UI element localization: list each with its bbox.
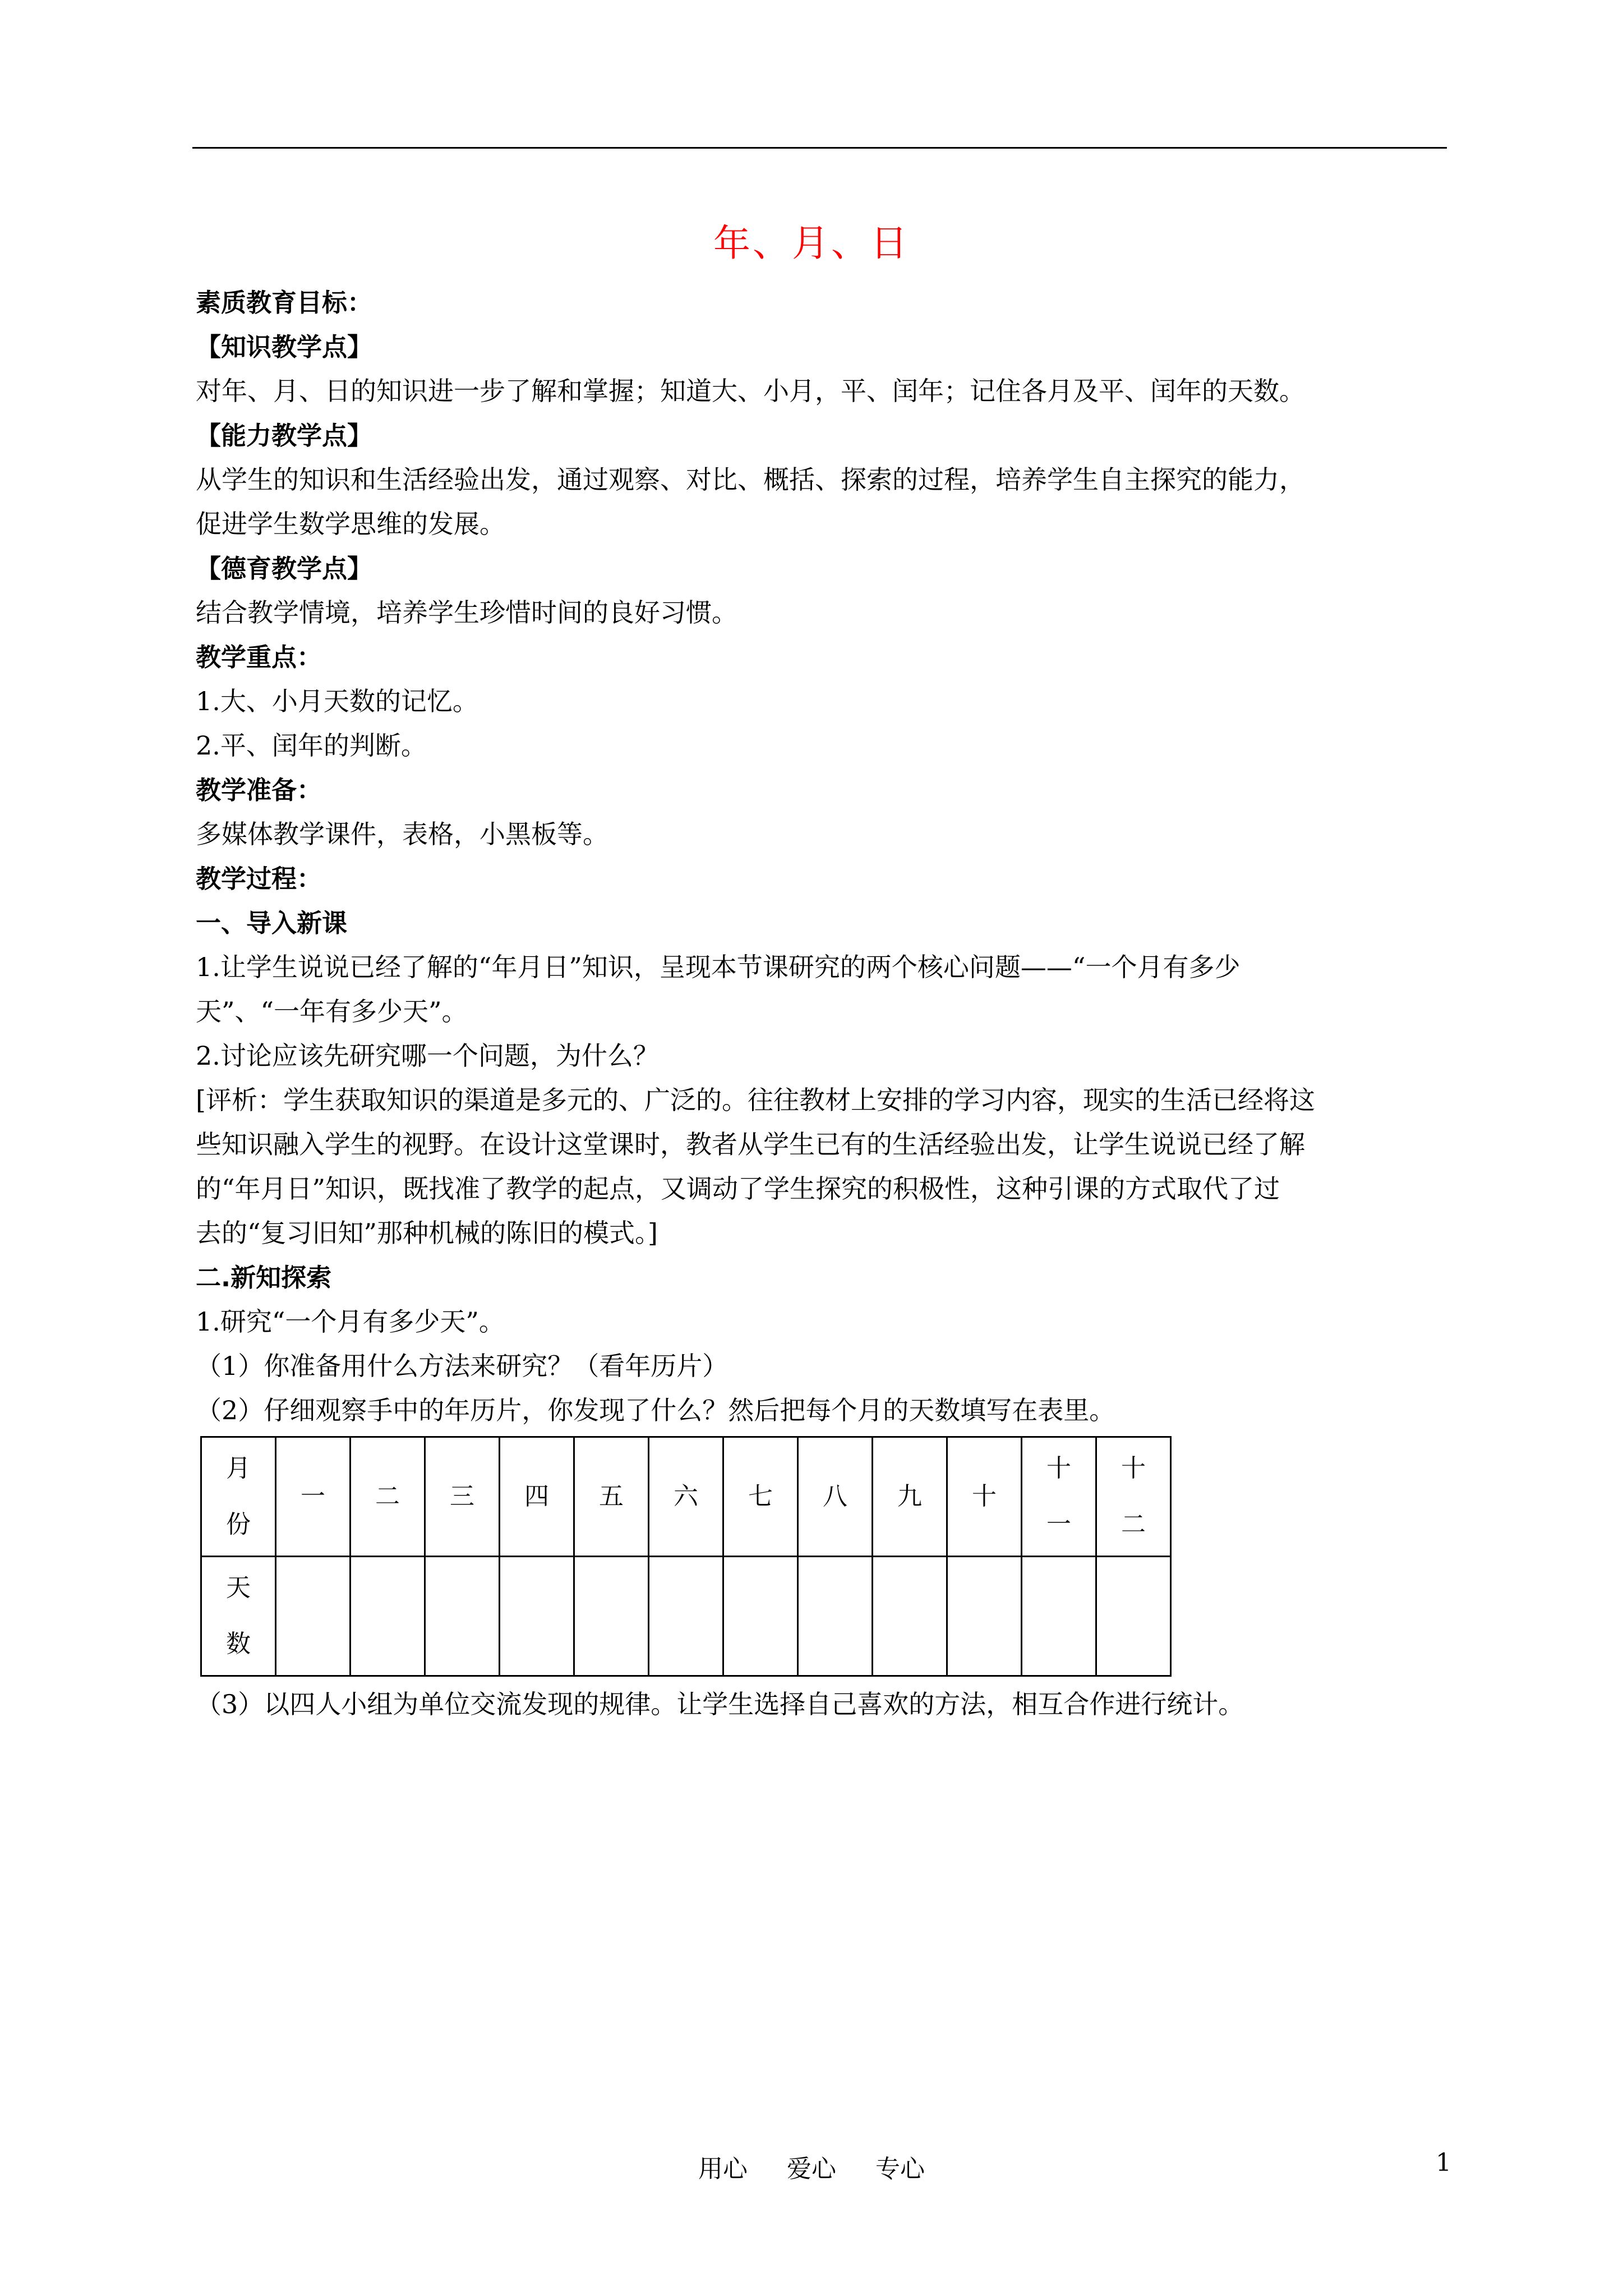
part2-question: （1）你准备用什么方法来研究？（看年历片） — [196, 1351, 728, 1381]
page-number: 1 — [1436, 2148, 1451, 2177]
month-cell: 三 — [425, 1437, 500, 1557]
footer-text: 用心 — [698, 2155, 748, 2183]
comment-line: 去的“复习旧知”那种机械的陈旧的模式。] — [196, 1218, 658, 1248]
comment-line: 的“年月日”知识，既找准了教学的起点，又调动了学生探究的积极性，这种引课的方式取代了过 — [196, 1174, 1280, 1204]
days-input-cell[interactable] — [351, 1557, 425, 1676]
knowledge-heading: 【知识教学点】 — [196, 332, 373, 362]
page-footer — [0, 2148, 1623, 2184]
days-input-cell[interactable] — [947, 1557, 1022, 1676]
month-cell: 十 二 — [1096, 1437, 1171, 1557]
table-row-months — [201, 1437, 1171, 1557]
footer-text: 爱心 — [787, 2155, 836, 2183]
part2-heading: 二.新知探索 — [196, 1263, 332, 1292]
process-heading: 教学过程： — [196, 864, 322, 894]
table-row-header-days — [201, 1557, 276, 1676]
table-row-header-text: 份 — [226, 1510, 251, 1539]
table-row-header-month — [201, 1437, 276, 1557]
part1-item-line: 天”、“一年有多少天”。 — [196, 996, 468, 1027]
focus-heading: 教学重点： — [196, 642, 322, 672]
table-row-header-text: 天 — [226, 1573, 251, 1602]
month-days-table — [200, 1436, 1172, 1677]
month-cell: 二 — [351, 1437, 425, 1557]
page-title: 年、月、日 — [713, 222, 910, 265]
part1-heading: 一、导入新课 — [196, 908, 348, 938]
days-input-cell[interactable] — [723, 1557, 798, 1676]
month-cell: 八 — [798, 1437, 873, 1557]
table-row-header-text: 月 — [226, 1454, 251, 1483]
month-cell: 七 — [723, 1437, 798, 1557]
days-input-cell[interactable] — [425, 1557, 500, 1676]
month-cell: 四 — [500, 1437, 574, 1557]
focus-item: 2.平、闰年的判断。 — [196, 730, 427, 761]
moral-heading: 【德育教学点】 — [196, 554, 373, 583]
footer-text: 专心 — [875, 2155, 925, 2183]
month-cell: 十 一 — [1022, 1437, 1096, 1557]
goal-heading: 素质教育目标： — [196, 288, 373, 318]
focus-item: 1.大、小月天数的记忆。 — [196, 686, 478, 716]
header-rule — [192, 147, 1447, 149]
days-input-cell[interactable] — [574, 1557, 649, 1676]
month-cell: 六 — [649, 1437, 723, 1557]
moral-text: 结合教学情境，培养学生珍惜时间的良好习惯。 — [196, 597, 737, 628]
table-row-days — [201, 1557, 1171, 1676]
days-input-cell[interactable] — [649, 1557, 723, 1676]
days-input-cell[interactable] — [873, 1557, 947, 1676]
comment-line: 些知识融入学生的视野。在设计这堂课时，教者从学生已有的生活经验出发，让学生说说已经了解 — [196, 1129, 1305, 1159]
ability-text-line: 促进学生数学思维的发展。 — [196, 509, 505, 539]
part2-item: 1.研究“一个月有多少天”。 — [196, 1306, 505, 1337]
ability-heading: 【能力教学点】 — [196, 421, 373, 450]
table-row-header-text: 数 — [226, 1630, 251, 1658]
prep-heading: 教学准备： — [196, 775, 322, 805]
days-input-cell[interactable] — [1096, 1557, 1171, 1676]
days-input-cell[interactable] — [276, 1557, 351, 1676]
document-body — [196, 280, 1449, 1727]
days-input-cell[interactable] — [1022, 1557, 1096, 1676]
part2-question: （3）以四人小组为单位交流发现的规律。让学生选择自己喜欢的方法，相互合作进行统计。 — [196, 1689, 1244, 1719]
days-input-cell[interactable] — [798, 1557, 873, 1676]
days-input-cell[interactable] — [500, 1557, 574, 1676]
month-cell: 一 — [276, 1437, 351, 1557]
prep-text: 多媒体教学课件，表格，小黑板等。 — [196, 819, 608, 849]
comment-line: [评析：学生获取知识的渠道是多元的、广泛的。往往教材上安排的学习内容，现实的生活已经将这 — [196, 1085, 1315, 1115]
month-cell: 五 — [574, 1437, 649, 1557]
part1-item-line: 2.讨论应该先研究哪一个问题，为什么？ — [196, 1041, 659, 1071]
month-cell: 九 — [873, 1437, 947, 1557]
ability-text-line: 从学生的知识和生活经验出发，通过观察、对比、概括、探索的过程，培养学生自主探究的能力， — [196, 464, 1305, 495]
month-cell: 十 — [947, 1437, 1022, 1557]
knowledge-text: 对年、月、日的知识进一步了解和掌握；知道大、小月，平、闰年；记住各月及平、闰年的天数。 — [196, 376, 1305, 406]
part1-item-line: 1.让学生说说已经了解的“年月日”知识，呈现本节课研究的两个核心问题——“一个月有多少 — [196, 952, 1241, 982]
part2-question: （2）仔细观察手中的年历片，你发现了什么？然后把每个月的天数填写在表里。 — [196, 1395, 1115, 1425]
